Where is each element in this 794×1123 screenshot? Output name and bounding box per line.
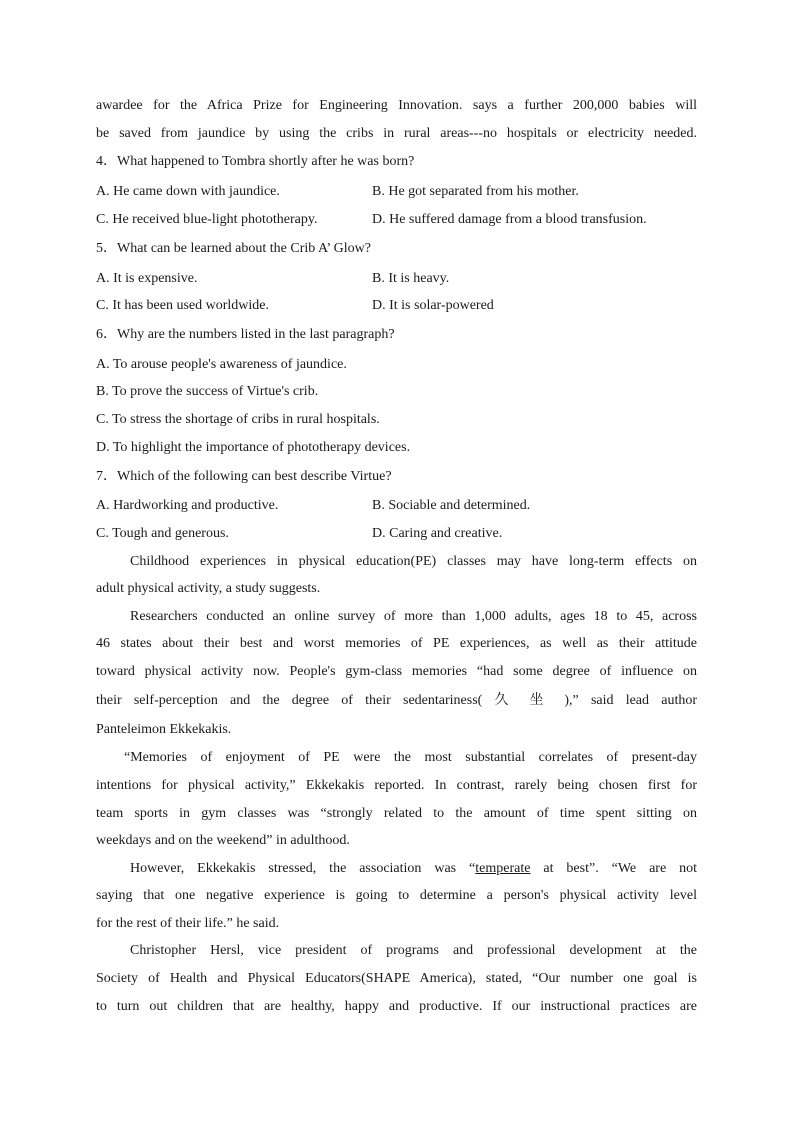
question-5-option-a: A. It is expensive. [96, 271, 198, 286]
question-6-option-a: A. To arouse people's awareness of jaundice. [96, 357, 347, 372]
passage-p3-line-1: “Memories of enjoyment of PE were the most substantial correlates of present-day [124, 750, 697, 765]
passage-p5-line-1: Christopher Hersl, vice president of programs and professional development at the [130, 943, 697, 958]
question-4-option-c: C. He received blue-light phototherapy. [96, 212, 318, 227]
passage-p2-line-3: toward physical activity now. People's gym-class memories “had some degree of influence on [96, 664, 697, 679]
intro-line-2: be saved from jaundice by using the cribs in rural areas---no hospitals or electricity needed. [96, 126, 697, 141]
question-6-option-b: B. To prove the success of Virtue's crib. [96, 384, 319, 399]
question-7-option-a: A. Hardworking and productive. [96, 498, 279, 513]
question-6-option-d: D. To highlight the importance of phototherapy devices. [96, 440, 411, 455]
question-7-option-d: D. Caring and creative. [372, 526, 503, 541]
passage-p1-line-1: Childhood experiences in physical education(PE) classes may have long-term effects on [130, 554, 697, 569]
question-7-stem: 7．Which of the following can best describe Virtue? [96, 469, 392, 484]
passage-p4-line-2: saying that one negative experience is going to determine a person's physical activity level [96, 888, 697, 903]
question-4-stem: 4．What happened to Tombra shortly after he was born? [96, 154, 415, 169]
question-4-option-b: B. He got separated from his mother. [372, 184, 579, 199]
question-5-stem: 5．What can be learned about the Crib A’ Glow? [96, 241, 371, 256]
question-5-option-d: D. It is solar-powered [372, 298, 494, 313]
passage-p4-post: at best”. “We are not [530, 861, 697, 876]
intro-line-1: awardee for the Africa Prize for Engineering Innovation. says a further 200,000 babies will [96, 98, 697, 113]
passage-p4-line-3: for the rest of their life.” he said. [96, 916, 280, 931]
question-4-option-d: D. He suffered damage from a blood transfusion. [372, 212, 647, 227]
underlined-word: temperate [475, 861, 531, 876]
question-7-option-c: C. Tough and generous. [96, 526, 229, 541]
question-6-option-c: C. To stress the shortage of cribs in rural hospitals. [96, 412, 380, 427]
passage-p5-line-3: to turn out children that are healthy, happy and productive. If our instructional practices are [96, 999, 697, 1014]
passage-p2-line-2: 46 states about their best and worst memories of PE experiences, as well as their attitude [96, 636, 697, 651]
question-5-option-c: C. It has been used worldwide. [96, 298, 270, 313]
passage-p1-line-2: adult physical activity, a study suggests. [96, 581, 321, 596]
passage-p4-line-1 [130, 860, 697, 878]
passage-p3-line-3: team sports in gym classes was “strongly related to the amount of time spent sitting on [96, 806, 697, 821]
passage-p2-line-1: Researchers conducted an online survey of more than 1,000 adults, ages 18 to 45, across [130, 609, 697, 624]
question-7-option-b: B. Sociable and determined. [372, 498, 531, 513]
question-5-option-b: B. It is heavy. [372, 271, 450, 286]
passage-p2-line-5: Panteleimon Ekkekakis. [96, 722, 232, 737]
passage-p3-line-2: intentions for physical activity,” Ekkekakis reported. In contrast, rarely being chosen first for [96, 778, 697, 793]
passage-p3-line-4: weekdays and on the weekend” in adulthood. [96, 833, 350, 848]
passage-p5-line-2: Society of Health and Physical Educators(SHAPE America), stated, “Our number one goal is [96, 971, 697, 986]
question-4-option-a: A. He came down with jaundice. [96, 184, 280, 199]
question-6-stem: 6．Why are the numbers listed in the last paragraph? [96, 327, 395, 342]
passage-p2-line-4: their self-perception and the degree of their sedentariness( 久 坐 ),” said lead author [96, 693, 697, 708]
passage-p4-pre: However, Ekkekakis stressed, the association was “ [130, 861, 476, 876]
